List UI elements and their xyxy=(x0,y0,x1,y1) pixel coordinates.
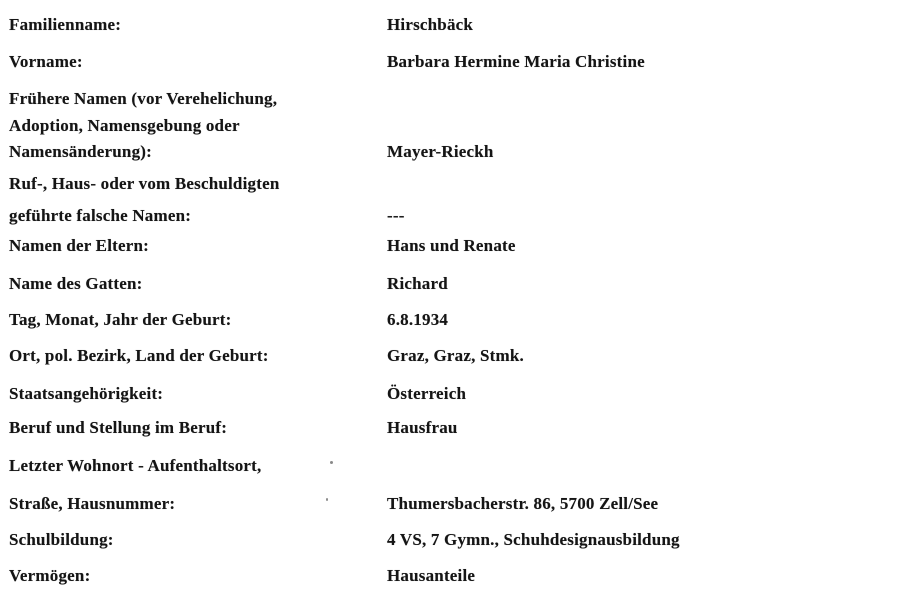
scan-speck xyxy=(326,498,328,501)
form-row-schulbildung xyxy=(0,529,900,551)
field-label: geführte falsche Namen: xyxy=(9,206,192,225)
field-label: Adoption, Namensgebung oder xyxy=(9,116,240,135)
form-row-vermoegen xyxy=(0,565,900,587)
form-row-staatsangehoerigkeit xyxy=(0,383,900,405)
form-row-name-des-gatten xyxy=(0,273,900,295)
field-label: Vermögen: xyxy=(9,566,91,585)
field-value: Mayer-Rieckh xyxy=(387,142,494,161)
form-row-fruehere-namen-line1 xyxy=(0,88,900,110)
field-label: Vorname: xyxy=(9,52,83,71)
field-label: Letzter Wohnort - Aufenthaltsort, xyxy=(9,456,262,475)
form-row-geburtsdatum xyxy=(0,309,900,331)
form-row-fruehere-namen-line3 xyxy=(0,141,900,163)
field-label: Schulbildung: xyxy=(9,530,114,549)
field-label: Straße, Hausnummer: xyxy=(9,494,176,513)
field-label: Ruf-, Haus- oder vom Beschuldigten xyxy=(9,174,280,193)
field-label: Ort, pol. Bezirk, Land der Geburt: xyxy=(9,346,269,365)
field-value: Graz, Graz, Stmk. xyxy=(387,346,525,365)
field-value: --- xyxy=(387,206,405,225)
form-row-wohnort-line1 xyxy=(0,455,900,477)
field-value: Hans und Renate xyxy=(387,236,516,255)
field-value: 6.8.1934 xyxy=(387,310,449,329)
field-label: Namensänderung): xyxy=(9,142,152,161)
form-row-fruehere-namen-line2 xyxy=(0,115,900,137)
field-value: Thumersbacherstr. 86, 5700 Zell/See xyxy=(387,494,659,513)
form-row-falsche-namen-line2 xyxy=(0,205,900,227)
form-row-falsche-namen-line1 xyxy=(0,173,900,195)
field-label: Tag, Monat, Jahr der Geburt: xyxy=(9,310,232,329)
form-row-vorname xyxy=(0,51,900,73)
scan-speck xyxy=(330,461,333,464)
form-row-geburtsort xyxy=(0,345,900,367)
field-label: Beruf und Stellung im Beruf: xyxy=(9,418,228,437)
field-value: Österreich xyxy=(387,384,467,403)
field-label: Staatsangehörigkeit: xyxy=(9,384,164,403)
field-value: Hirschbäck xyxy=(387,15,474,34)
field-value: 4 VS, 7 Gymn., Schuhdesignausbildung xyxy=(387,530,680,549)
form-row-beruf xyxy=(0,417,900,439)
field-label: Name des Gatten: xyxy=(9,274,143,293)
field-label: Familienname: xyxy=(9,15,122,34)
field-value: Richard xyxy=(387,274,448,293)
form-row-wohnort-line2 xyxy=(0,493,900,515)
form-row-namen-der-eltern xyxy=(0,235,900,257)
field-value: Hausfrau xyxy=(387,418,458,437)
field-value: Hausanteile xyxy=(387,566,476,585)
field-label: Namen der Eltern: xyxy=(9,236,150,255)
field-label: Frühere Namen (vor Verehelichung, xyxy=(9,89,278,108)
form-row-familienname xyxy=(0,0,900,36)
field-value: Barbara Hermine Maria Christine xyxy=(387,52,645,71)
